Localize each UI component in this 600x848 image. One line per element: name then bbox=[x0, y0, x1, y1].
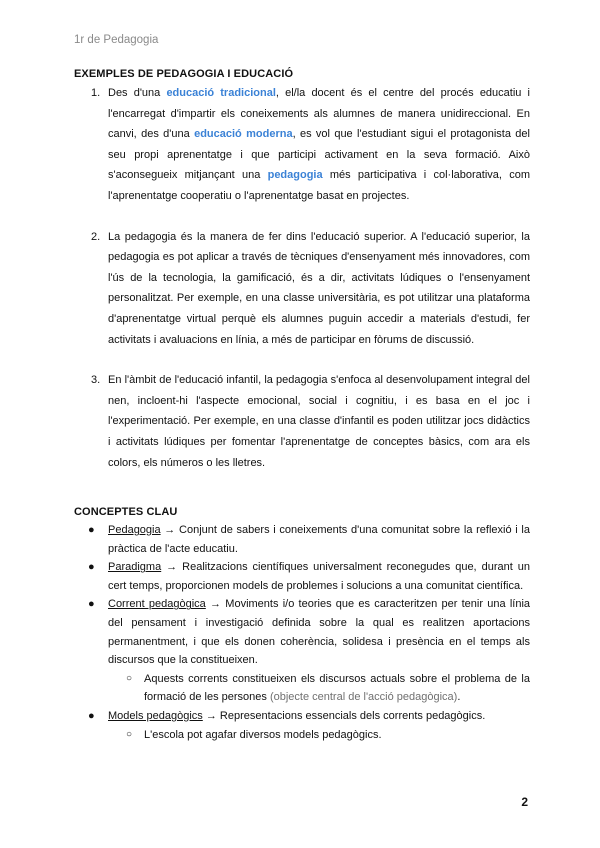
circle-bullet-icon: ○ bbox=[126, 672, 133, 684]
section-title-concepts: CONCEPTES CLAU bbox=[74, 506, 178, 518]
bullet-icon: ● bbox=[88, 524, 95, 536]
bullet-icon: ● bbox=[88, 561, 95, 574]
page-number: 2 bbox=[521, 795, 528, 809]
concept-term: Models pedagògics bbox=[108, 709, 203, 722]
bullet-icon: ● bbox=[88, 709, 95, 722]
concepts-section bbox=[74, 506, 530, 744]
concept-item-pedagogia bbox=[74, 521, 530, 558]
sub-item-note: (objecte central de l'acció pedagògica) bbox=[269, 691, 458, 704]
list-item bbox=[74, 227, 530, 351]
concept-item-corrent bbox=[74, 595, 530, 707]
sub-item-text: Aquests corrents constitueixen els discursos actuals sobre el problema de la formació de les persones bbox=[144, 672, 530, 704]
concept-term: Paradigma bbox=[108, 561, 162, 574]
section-title-examples: EXEMPLES DE PEDAGOGIA I EDUCACIÓ bbox=[74, 68, 294, 80]
concept-term: Pedagogia bbox=[108, 524, 161, 536]
examples-list bbox=[74, 83, 530, 473]
list-item bbox=[74, 83, 530, 207]
sub-item-text: L'escola pot agafar diversos models pedagògics. bbox=[144, 728, 382, 741]
sub-list bbox=[108, 670, 530, 707]
examples-section bbox=[74, 68, 530, 493]
concept-definition: → Conjunt de sabers i coneixements d'una comunitat sobre la reflexió i la pràctica de l'acte educatiu. bbox=[108, 524, 530, 555]
sub-list bbox=[108, 726, 530, 745]
concept-definition: → Representacions essencials dels corrents pedagògics. bbox=[202, 709, 486, 722]
item-text: més participativa i col·laborativa, com l'aprenentatge cooperatiu o l'aprenentatge basat en projectes. bbox=[108, 169, 530, 202]
highlight-term: educació tradicional bbox=[166, 87, 276, 99]
sub-item bbox=[108, 726, 530, 745]
item-number: 2. bbox=[91, 230, 101, 243]
item-number: 1. bbox=[91, 87, 101, 99]
bullet-icon: ● bbox=[88, 598, 95, 611]
concept-item-models bbox=[74, 707, 530, 744]
list-item bbox=[74, 370, 530, 473]
item-number: 3. bbox=[91, 374, 101, 387]
sub-item bbox=[108, 670, 530, 707]
item-text: Des d'una bbox=[108, 87, 167, 99]
highlight-term: pedagogia bbox=[267, 169, 323, 182]
page-header: 1r de Pedagogia bbox=[74, 34, 159, 46]
highlight-term: educació moderna bbox=[194, 128, 293, 141]
sub-item-end: . bbox=[457, 691, 461, 704]
concept-term: Corrent pedagògica bbox=[108, 598, 206, 611]
concepts-list bbox=[74, 521, 530, 744]
item-text: , el/la docent és el centre del procés educatiu i l'encarregat d'impartir els coneixements als alumnes de manera unidireccional. En canvi, des d'una bbox=[108, 87, 530, 141]
circle-bullet-icon: ○ bbox=[126, 728, 133, 740]
item-text: En l'àmbit de l'educació infantil, la pedagogia s'enfoca al desenvolupament integral del nen, incloent-hi l'aspecte emocional, social i cognitiu, i es basa en el joc i l'experimentació. Per exemple, en una classe d'infantil es poden utilitzar jocs didàctics i activitats lúdiques per fomentar l'aprenentatge de conceptes bàsics, com ara els colors, els números o les lletres. bbox=[108, 374, 530, 469]
concept-item-paradigma bbox=[74, 558, 530, 595]
item-text: La pedagogia és la manera de fer dins l'educació superior. A l'educació superior, la pedagogia es pot aplicar a través de tècniques d'ensenyament més innovadores, com l'ús de la tecnologia, la gamificació, és a dir, activitats lúdiques o l'ensenyament personalitzat. Per exemple, en una classe universitària, es pot utilitzar una plataforma d'aprenentatge virtual perquè els alumnes puguin accedir a materials d'estudi, fer activitats i avaluacions en línia, a més de participar en fòrums de discussió. bbox=[108, 230, 530, 346]
item-text: , es vol que l'estudiant sigui el protagonista del seu propi aprenentatge i que participi activament en la seva formació. Això s'aconsegueix mitjançant una bbox=[108, 128, 530, 182]
concept-definition: → Realitzacions científiques universalment reconegudes que, durant un cert temps, proporcionen models de problemes i solucions a una comunitat científica. bbox=[108, 561, 530, 592]
concept-definition: → Moviments i/o teories que es caracteritzen per tenir una línia del pensament i investigació definida sobre la qual es realitzen aportacions permanentment, i que els donen coherència, solidesa i presència en el temps als discursos que la constitueixen. bbox=[108, 598, 531, 667]
